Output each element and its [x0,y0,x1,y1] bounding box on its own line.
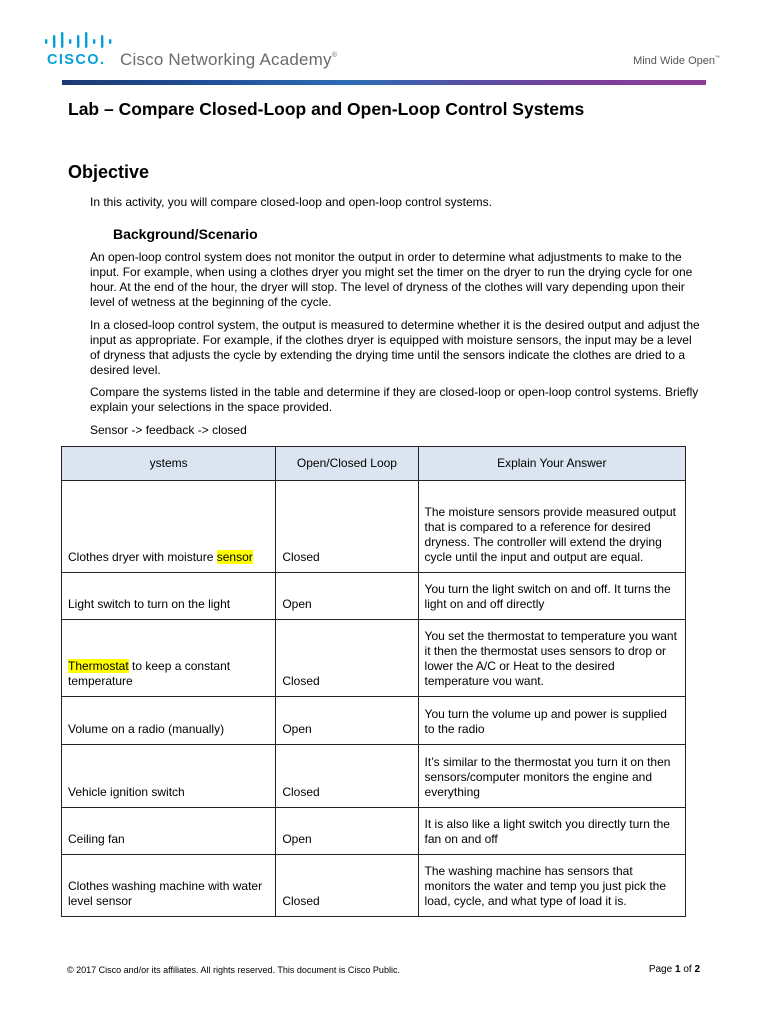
table-row [62,620,686,697]
system-cell: Volume on a radio (manually) [62,697,276,745]
loop-type-cell: Closed [276,855,418,917]
explanation-cell: It is also like a light switch you directly turn the fan on and off [418,808,685,855]
objective-heading: Objective [68,162,150,182]
system-cell: Ceiling fan [62,808,276,855]
cisco-logo-bars-icon [45,32,113,48]
background-heading: Background/Scenario [113,226,258,242]
loop-type-cell: Open [276,573,418,620]
background-paragraph-2: In a closed-loop control system, the output is measured to determine whether it is the desired output and adjust the input as appropriate. For example, if the clothes dryer is equipped with moisture sensors, the input may be a level of dryness that adjusts the cycle by extending the drying time until the sensors indicate the clothes are dried to a desired level. [90,318,700,377]
explanation-cell: It’s similar to the thermostat you turn it on then sensors/computer monitors the engine and everything [418,745,685,808]
system-cell: Clothes dryer with moisture sensor [62,481,276,573]
table-row [62,697,686,745]
highlighted-text: sensor [216,550,253,564]
table-row [62,745,686,808]
copyright-notice: © 2017 Cisco and/or its affiliates. All rights reserved. This document is Cisco Public. [67,965,400,975]
explanation-cell: The moisture sensors provide measured output that is compared to a reference for desired dryness. The controller will extend the drying cycle until the input and output are equal. [418,481,685,573]
background-paragraph-1: An open-loop control system does not monitor the output in order to determine what adjustments to make to the input. For example, when using a clothes dryer you might set the timer on the dryer to run the drying cycle for one hour. At the end of the hour, the dryer will stop. The level of dryness of the clothes will vary depending upon their level of wetness at the beginning of the cycle. [90,250,693,309]
system-cell: Clothes washing machine with water level sensor [62,855,276,917]
comparison-table [61,446,686,917]
explanation-cell: You turn the volume up and power is supplied to the radio [418,697,685,745]
system-cell: Thermostat to keep a constant temperature [62,620,276,697]
loop-type-cell: Closed [276,481,418,573]
document-title: Lab – Compare Closed-Loop and Open-Loop Control Systems [68,99,585,119]
loop-type-cell: Closed [276,745,418,808]
handwritten-note: Sensor -> feedback -> closed [90,423,247,437]
explanation-cell: You set the thermostat to temperature you want it then the thermostat uses sensors to drop or lower the A/C or Heat to the desired temperature vou want. [418,620,685,697]
table-header-row [62,447,686,481]
academy-name: Cisco Networking Academy® [120,50,338,69]
table-row [62,573,686,620]
highlighted-text: Thermostat [68,659,129,673]
explanation-cell: You turn the light switch on and off. It turns the light on and off directly [418,573,685,620]
loop-type-cell: Closed [276,620,418,697]
objective-text: In this activity, you will compare closed-loop and open-loop control systems. [90,195,492,209]
loop-type-cell: Open [276,808,418,855]
brand-gradient-bar [62,80,706,85]
column-header-loop: Open/Closed Loop [276,447,418,481]
loop-type-cell: Open [276,697,418,745]
column-header-explain: Explain Your Answer [418,447,685,481]
background-paragraph-3: Compare the systems listed in the table and determine if they are closed-loop or open-loop control systems. Briefly explain your selections in the space provided. [90,385,699,414]
system-cell: Light switch to turn on the light [62,573,276,620]
table-row [62,481,686,573]
table-row [62,855,686,917]
system-cell: Vehicle ignition switch [62,745,276,808]
page-number: Page 1 of 2 [648,964,700,975]
cisco-logo-wordmark: CISCO. [47,52,106,68]
page-header [0,0,768,95]
explanation-cell: The washing machine has sensors that monitors the water and temp you just pick the load, cycle, and what type of load it is. [418,855,685,917]
column-header-systems: ystems [62,447,276,481]
table-row [62,808,686,855]
tagline: Mind Wide Open™ [633,55,720,67]
